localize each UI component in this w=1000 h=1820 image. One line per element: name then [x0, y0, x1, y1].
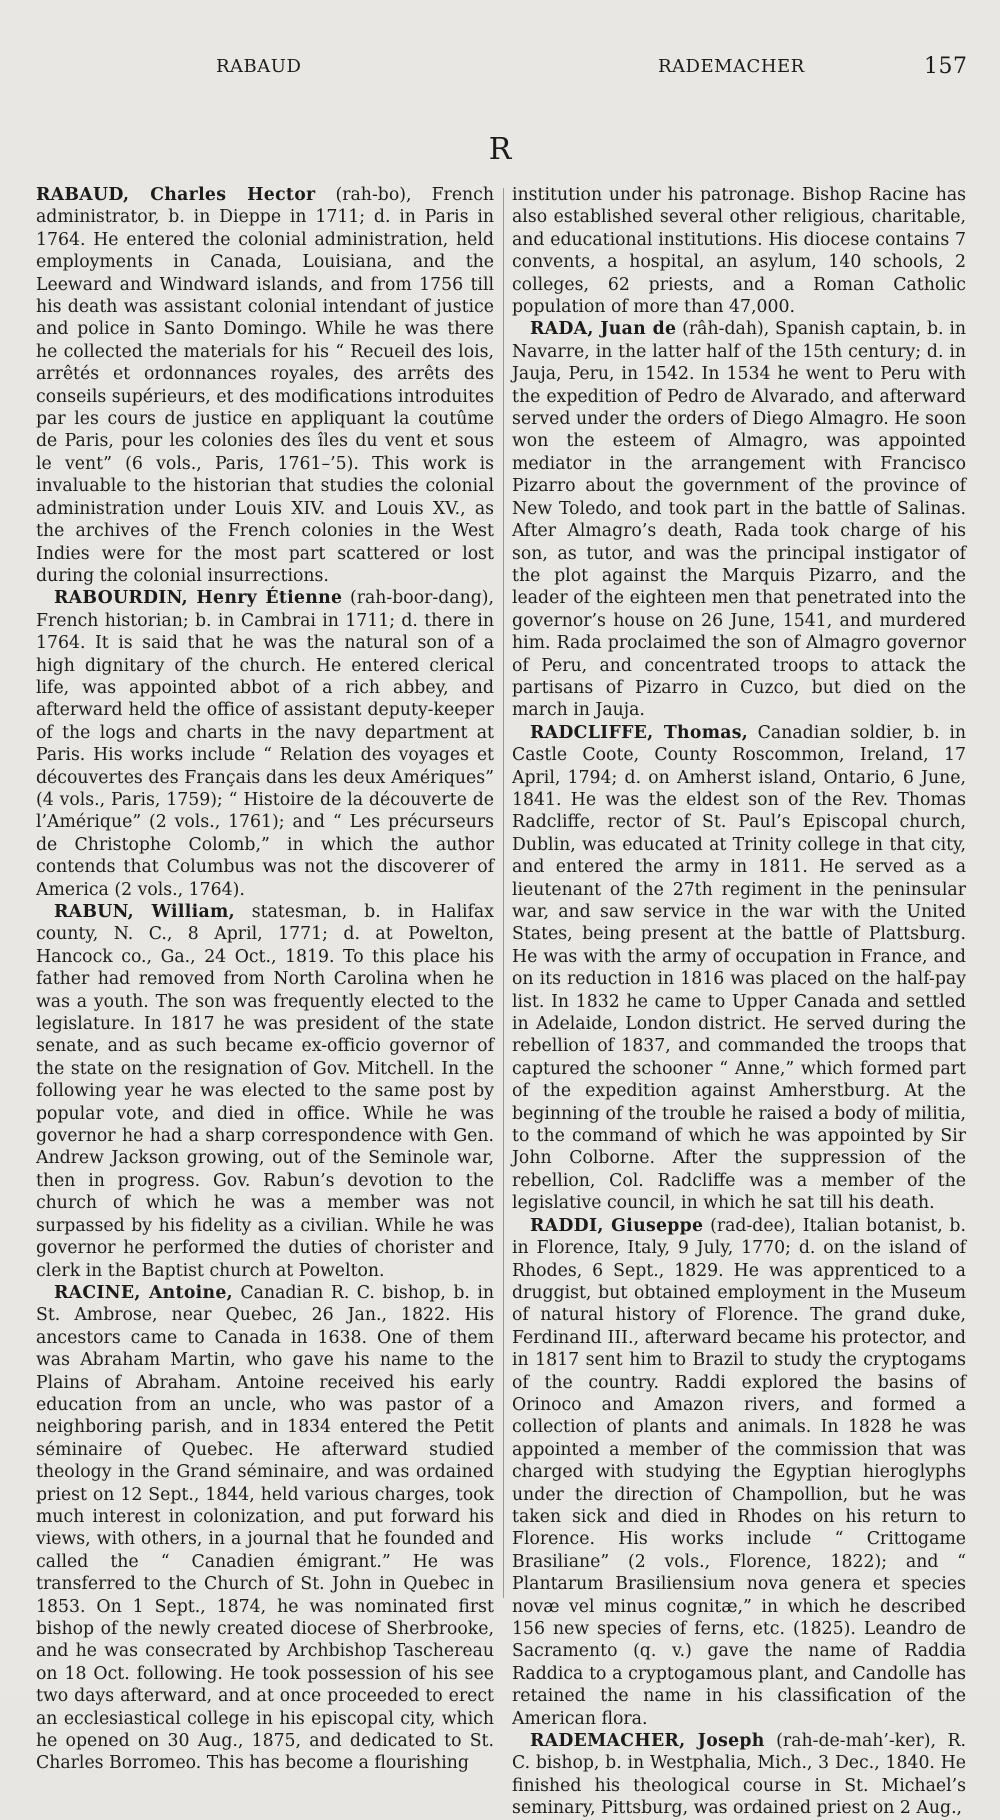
right-column — [512, 184, 966, 1820]
entry-text: (rad-dee), Italian botanist, b. in Florence, Italy, 9 July, 1770; d. on the island of Rhodes, 6 Sept., 1829. He was apprenticed to a druggist, but obtained employment in the Museum of natural history of Florence. The grand duke, Ferdinand III., afterward became his protector, and in 1817 sent him to Brazil to study the cryptogams of the country. Raddi explored the basins of Orinoco and Amazon rivers, and formed a collection of plants and animals. In 1828 he was appointed a member of the commission that was charged with studying the Egyptian hieroglyphs under the direction of Champollion, but he was taken sick and died in Rhodes on his return to Florence. His works include “ Crittogame Brasiliane” (2 vols., Florence, 1822); and “ Plantarum Brasiliensium nova genera et species novæ vel minus cognitæ,” in which he described 156 new species of ferns, etc. (1825). Leandro de Sacramento (q. v.) gave the name of Raddia Raddica to a cryptogamous plant, and Candolle has retained the name in his classification of the American flora. — [512, 1215, 966, 1729]
entry-headword: RACINE, Antoine, — [54, 1282, 233, 1303]
entry-radcliffe — [512, 722, 966, 1215]
entry-headword: RABUN, William, — [54, 902, 235, 922]
entry-text: Canadian soldier, b. in Castle Coote, County Roscommon, Ireland, 17 April, 1794; d. on Amherst island, Ontario, 6 June, 1841. He was the eldest son of the Rev. Thomas Radcliffe, rector of St. Paul’s Episcopal church, Dublin, was educated at Trinity college in that city, and entered the army in 1811. He served as a lieutenant of the 27th regiment in the peninsular war, and saw service in the war with the United States, being present at the battle of Plattsburg. He was with the army of occupation in France, and on its reduction in 1816 was placed on the half-pay list. In 1832 he came to Upper Canada and settled in Adelaide, London district. He served during the rebellion of 1837, and commanded the troops that captured the schooner “ Anne,” which formed part of the expedition against Amherstburg. At the beginning of the trouble he raised a body of militia, to the command of which he was appointed by Sir John Colborne. After the suppression of the rebellion, Col. Radcliffe was a member of the legislative council, in which he sat till his death. — [512, 722, 966, 1214]
left-column — [36, 184, 494, 1775]
section-letter: R — [488, 132, 512, 167]
page-number: 157 — [924, 54, 968, 79]
entry-rabaud — [36, 184, 494, 587]
entry-text: (rah-bo), French administrator, b. in Dieppe in 1711; d. in Paris in 1764. He entered the colonial administration, held employments in Canada, Louisiana, and the Leeward and Windward islands, and from 1756 till his death was assistant colonial intendant of justice and police in Santo Domingo. While he was there he collected the materials for his “ Recueil des lois, arrêtés et ordonnances royales, des arrêts des conseils supérieurs, et des modifications introduites par les cours de justice en appliquant la coutûme de Paris, pour les colonies des îles du vent et sous le vent” (6 vols., Paris, 1761–’5). This work is invaluable to the historian that studies the colonial administration under Louis XIV. and Louis XV., as the archives of the French colonies in the West Indies were for the most part scattered or lost during the colonial insurrections. — [36, 185, 494, 586]
entry-headword: RADA, Juan de — [530, 319, 677, 340]
running-head — [0, 56, 1000, 86]
running-head-left: RABAUD — [216, 56, 302, 77]
running-head-right: RADEMACHER — [658, 56, 805, 77]
entry-text: (rah-boor-dang), French historian; b. in Cambrai in 1711; d. there in 1764. It is said that he was the natural son of a high dignitary of the church. He entered clerical life, was appointed abbot of a rich abbey, and afterward held the office of assistant deputy-keeper of the logs and charts in the navy department at Paris. His works include “ Relation des voyages et découvertes des Français dans les deux Amériques” (4 vols., Paris, 1759); “ Histoire de la découverte de l’Amérique” (2 vols., 1761); and “ Les précurseurs de Christophe Colomb,” in which the author contends that Columbus was not the discoverer of America (2 vols., 1764). — [36, 588, 494, 900]
column-divider — [503, 188, 504, 1598]
entry-rademacher — [512, 1730, 966, 1820]
entry-headword: RADEMACHER, Joseph — [530, 1731, 765, 1752]
entry-text: (rah-de-mah’-ker), R. C. bishop, b. in Westphalia, Mich., 3 Dec., 1840. He finished his theological course in St. Michael’s seminary, Pittsburg, was ordained priest on 2 Aug., — [512, 1731, 966, 1819]
entry-raddi — [512, 1215, 966, 1730]
entry-rabourdin — [36, 587, 494, 901]
entry-racine-continued — [512, 184, 966, 318]
entry-text: institution under his patronage. Bishop Racine has also established several other religious, charitable, and educational institutions. His diocese contains 7 convents, a hospital, an asylum, 140 schools, 2 colleges, 62 priests, and a Roman Catholic population of more than 47,000. — [512, 185, 966, 318]
entry-headword: RABAUD, Charles Hector — [36, 185, 316, 205]
entry-headword: RABOURDIN, Henry Étienne — [54, 588, 343, 609]
entry-text: Canadian R. C. bishop, b. in St. Ambrose, near Quebec, 26 Jan., 1822. His ancestors came to Canada in 1638. One of them was Abraham Martin, who gave his name to the Plains of Abraham. Antoine received his early education from an uncle, who was pastor of a neighboring parish, and in 1834 entered the Petit séminaire of Quebec. He afterward studied theology in the Grand séminaire, and was ordained priest on 12 Sept., 1844, held various charges, took much interest in colonization, and put forward his views, with others, in a journal that he founded and called the “ Canadien émigrant.” He was transferred to the Church of St. John in Quebec in 1853. On 1 Sept., 1874, he was nominated first bishop of the newly created diocese of Sherbrooke, and he was consecrated by Archbishop Taschereau on 18 Oct. following. He took possession of his see two days afterward, and at once proceeded to erect an ecclesiastical college in his episcopal city, which he opened on 30 Aug., 1875, and dedicated to St. Charles Borromeo. This has become a flourishing — [36, 1282, 494, 1774]
entry-text: statesman, b. in Halifax county, N. C., 8 April, 1771; d. at Powelton, Hancock co., Ga., 24 Oct., 1819. To this place his father had removed from North Carolina when he was a youth. The son was frequently elected to the legislature. In 1817 he was president of the state senate, and as such became ex-officio governor of the state on the resignation of Gov. Mitchell. In the following year he was elected to the same post by popular vote, and died in office. While he was governor he had a sharp correspondence with Gen. Andrew Jackson growing, out of the Seminole war, then in progress. Gov. Rabun’s devotion to the church of which he was a member was not surpassed by his fidelity as a civilian. While he was governor he performed the duties of chorister and clerk in the Baptist church at Powelton. — [36, 902, 494, 1281]
entry-headword: RADDI, Giuseppe — [530, 1215, 704, 1236]
entry-rabun — [36, 901, 494, 1282]
entry-text: (râh-dah), Spanish captain, b. in Navarre, in the latter half of the 15th century; d. in Jauja, Peru, in 1542. In 1534 he went to Peru with the expedition of Pedro de Alvarado, and afterward served under the orders of Diego Almagro. He soon won the esteem of Almagro, was appointed mediator in the arrangement with Francisco Pizarro about the government of the province of New Toledo, and took part in the battle of Salinas. After Almagro’s death, Rada took charge of his son, as tutor, and was the principal instigator of the plot against the Marquis Pizarro, and the leader of the eighteen men that penetrated into the governor’s house on 26 June, 1541, and murdered him. Rada proclaimed the son of Almagro governor of Peru, and concentrated troops to attack the partisans of Pizarro in Cuzco, but died on the march in Jauja. — [512, 319, 966, 721]
entry-headword: RADCLIFFE, Thomas, — [530, 722, 749, 743]
entry-racine — [36, 1282, 494, 1775]
entry-rada — [512, 318, 966, 721]
